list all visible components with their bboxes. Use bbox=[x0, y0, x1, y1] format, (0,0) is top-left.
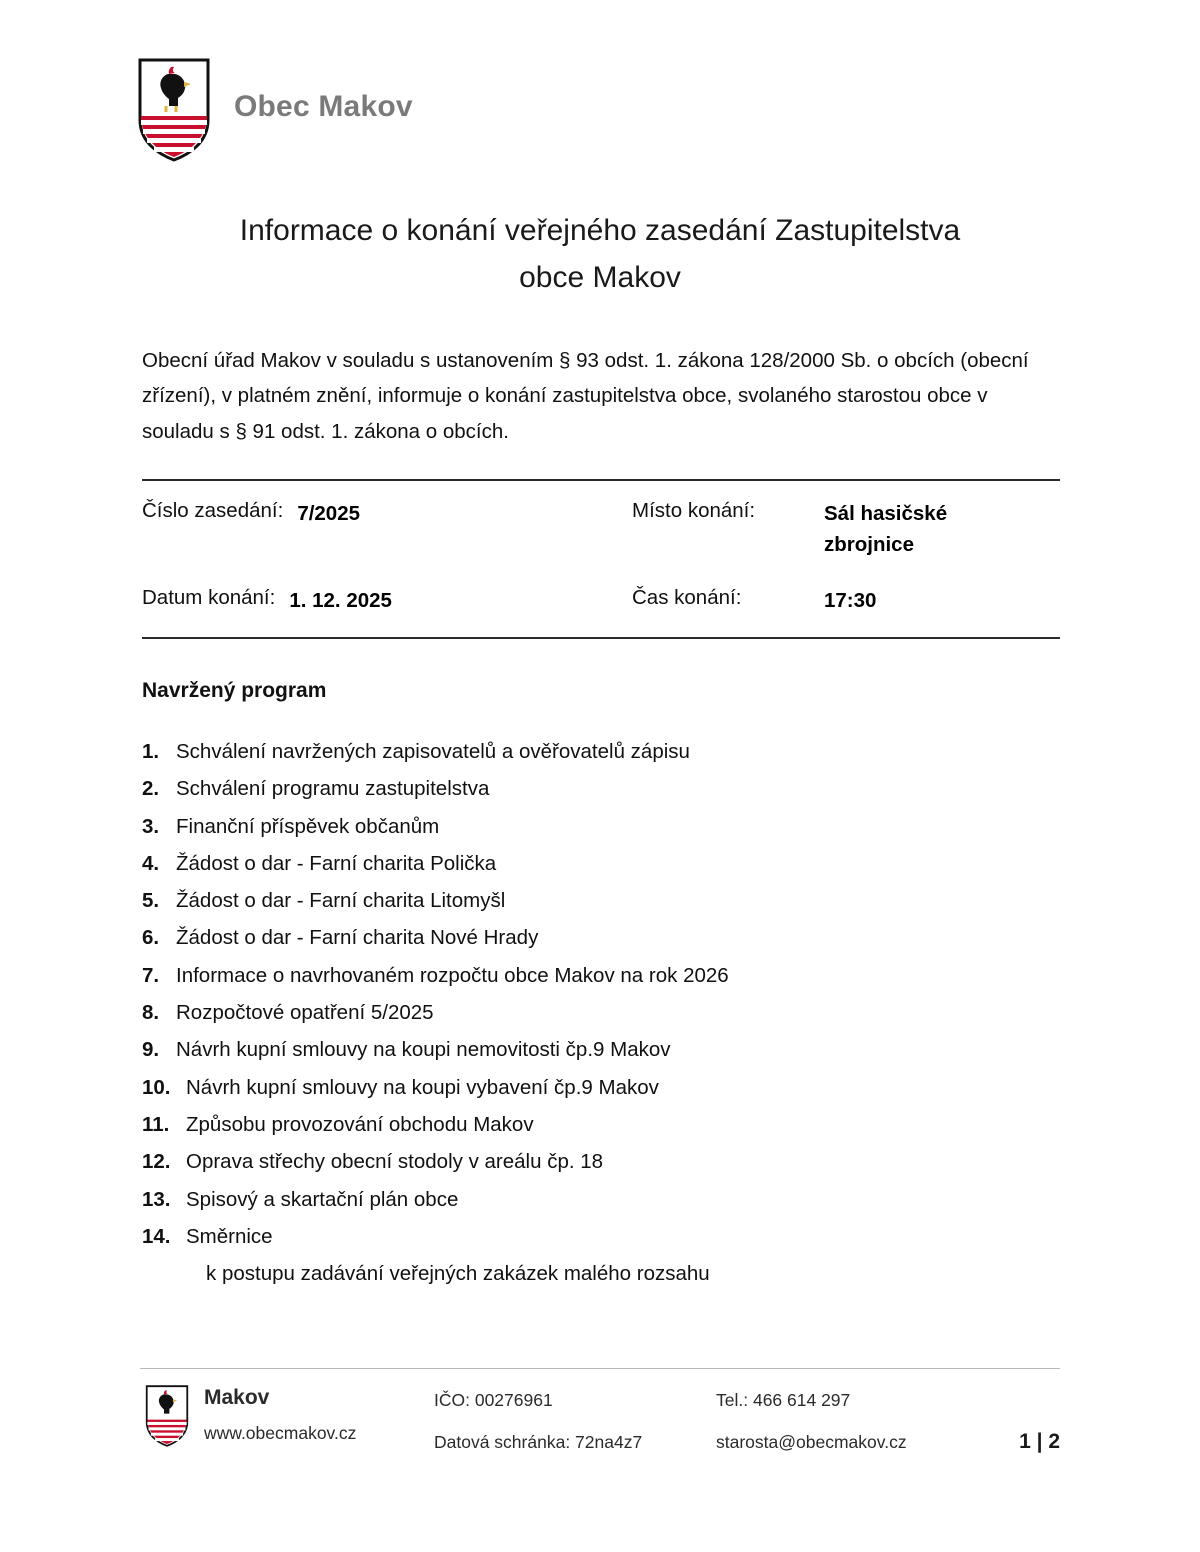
list-item bbox=[142, 882, 1200, 919]
list-item bbox=[142, 733, 1200, 770]
page-title bbox=[100, 208, 1100, 301]
list-item-text bbox=[176, 733, 1200, 770]
list-item-text bbox=[186, 1106, 1200, 1143]
list-item-text bbox=[176, 882, 1200, 919]
list-item-text bbox=[176, 1031, 1200, 1068]
document-header bbox=[0, 0, 1200, 162]
footer-contacts bbox=[716, 1383, 984, 1456]
list-item bbox=[142, 1069, 1200, 1106]
footer-email[interactable]: starosta@obecmakov.cz bbox=[716, 1432, 907, 1452]
session-number-value: 7/2025 bbox=[297, 501, 361, 525]
list-item-number: 4. bbox=[142, 851, 160, 875]
time-value: 17:30 bbox=[824, 589, 877, 613]
list-item-number: 3. bbox=[142, 814, 160, 838]
list-item bbox=[142, 845, 1200, 882]
list-item-text bbox=[186, 1069, 1200, 1106]
footer-identifiers bbox=[434, 1383, 716, 1456]
list-item-text-line: Spisový a skartační plán obce bbox=[186, 1187, 459, 1211]
date-value: 1. 12. 2025 bbox=[289, 589, 392, 613]
list-item-text-continuation: k postupu zadávání veřejných zakázek malého rozsahu bbox=[206, 1262, 710, 1286]
list-item-text-line: Způsobu provozování obchodu Makov bbox=[186, 1112, 534, 1136]
place-cell bbox=[632, 499, 1024, 561]
list-item bbox=[142, 957, 1200, 994]
footer-databox: Datová schránka: 72na4z7 bbox=[434, 1432, 643, 1452]
list-item-text-line: Finanční příspěvek občanům bbox=[176, 814, 440, 838]
list-item-number: 14. bbox=[142, 1224, 171, 1248]
list-item bbox=[142, 994, 1200, 1031]
place-value: Sál hasičské zbrojnice bbox=[824, 501, 948, 556]
page-number: 1 | 2 bbox=[1019, 1430, 1060, 1453]
list-item-text bbox=[176, 994, 1200, 1031]
list-item bbox=[142, 919, 1200, 956]
program-list bbox=[142, 733, 1200, 1292]
meeting-details-row bbox=[142, 572, 1060, 637]
list-item bbox=[142, 1106, 1200, 1143]
list-item bbox=[142, 1218, 1200, 1293]
list-item bbox=[142, 1143, 1200, 1180]
meeting-details bbox=[142, 479, 1060, 639]
list-item-number: 9. bbox=[142, 1038, 160, 1062]
org-name: Obec Makov bbox=[234, 90, 413, 123]
list-item-text bbox=[176, 808, 1200, 845]
session-number-cell bbox=[142, 499, 632, 530]
list-item-text-line: Schválení navržených zapisovatelů a ověřovatelů zápisu bbox=[176, 740, 690, 763]
intro-paragraph: Obecní úřad Makov v souladu s ustanovením § 93 odst. 1. zákona 128/2000 Sb. o obcích (obecní zřízení), v platném znění, informuje o konání zastupitelstva obce, svolaného starostou obce v souladu s § 91 odst. 1. zákona o obcích. bbox=[142, 349, 1029, 443]
list-item-text bbox=[176, 770, 1200, 807]
footer-coat-of-arms-icon bbox=[144, 1385, 190, 1447]
list-item-number: 8. bbox=[142, 1001, 160, 1025]
footer-phone: Tel.: 466 614 297 bbox=[716, 1390, 851, 1410]
page-title-line2: obce Makov bbox=[519, 260, 681, 294]
list-item-text bbox=[186, 1181, 1200, 1218]
time-cell bbox=[632, 586, 876, 617]
footer-municipality-name: Makov bbox=[204, 1386, 270, 1409]
list-item-text-line: Žádost o dar - Farní charita Nové Hrady bbox=[176, 926, 539, 950]
list-item-number: 2. bbox=[142, 777, 160, 801]
list-item-text-line: Návrh kupní smlouvy na koupi vybavení čp.9 Makov bbox=[186, 1075, 659, 1099]
list-item-number: 11. bbox=[142, 1112, 170, 1136]
list-item-number: 7. bbox=[142, 963, 160, 987]
list-item-text-line: Schválení programu zastupitelstva bbox=[176, 777, 490, 801]
list-item-number: 12. bbox=[142, 1150, 171, 1174]
date-cell bbox=[142, 586, 632, 617]
place-label: Místo konání: bbox=[632, 498, 756, 522]
list-item bbox=[142, 1031, 1200, 1068]
list-item-text bbox=[176, 845, 1200, 882]
coat-of-arms-icon bbox=[138, 58, 210, 162]
list-item-number: 1. bbox=[142, 740, 160, 763]
program-heading: Navržený program bbox=[142, 679, 327, 702]
list-item bbox=[142, 808, 1200, 845]
list-item-text-line: Návrh kupní smlouvy na koupi nemovitosti čp.9 Makov bbox=[176, 1038, 671, 1062]
list-item-text bbox=[186, 1143, 1200, 1180]
list-item-number: 5. bbox=[142, 889, 160, 913]
list-item-text bbox=[186, 1218, 1200, 1293]
date-label: Datum konání: bbox=[142, 586, 276, 610]
list-item-text-line: Rozpočtové opatření 5/2025 bbox=[176, 1001, 434, 1025]
list-item-text bbox=[176, 957, 1200, 994]
list-item-text-line: Informace o navrhovaném rozpočtu obce Makov na rok 2026 bbox=[176, 963, 729, 987]
footer-ico: IČO: 00276961 bbox=[434, 1390, 553, 1410]
list-item-text-line: Žádost o dar - Farní charita Polička bbox=[176, 851, 497, 875]
time-label: Čas konání: bbox=[632, 586, 742, 610]
session-number-label: Číslo zasedání: bbox=[142, 498, 284, 522]
meeting-details-row bbox=[142, 481, 1060, 573]
list-item bbox=[142, 1181, 1200, 1218]
footer-website[interactable]: www.obecmakov.cz bbox=[204, 1423, 357, 1444]
list-item bbox=[142, 770, 1200, 807]
list-item-text-line: Směrnice bbox=[186, 1224, 273, 1248]
document-footer bbox=[140, 1368, 1060, 1456]
list-item-number: 10. bbox=[142, 1075, 171, 1099]
list-item-text-line: Žádost o dar - Farní charita Litomyšl bbox=[176, 889, 506, 913]
list-item-text-line: Oprava střechy obecní stodoly v areálu čp. 18 bbox=[186, 1150, 604, 1174]
list-item-number: 13. bbox=[142, 1187, 171, 1211]
page-title-line1: Informace o konání veřejného zasedání Zastupitelstva bbox=[239, 214, 961, 247]
list-item-number: 6. bbox=[142, 926, 160, 950]
list-item-text bbox=[176, 919, 1200, 956]
footer-brand bbox=[204, 1383, 434, 1447]
